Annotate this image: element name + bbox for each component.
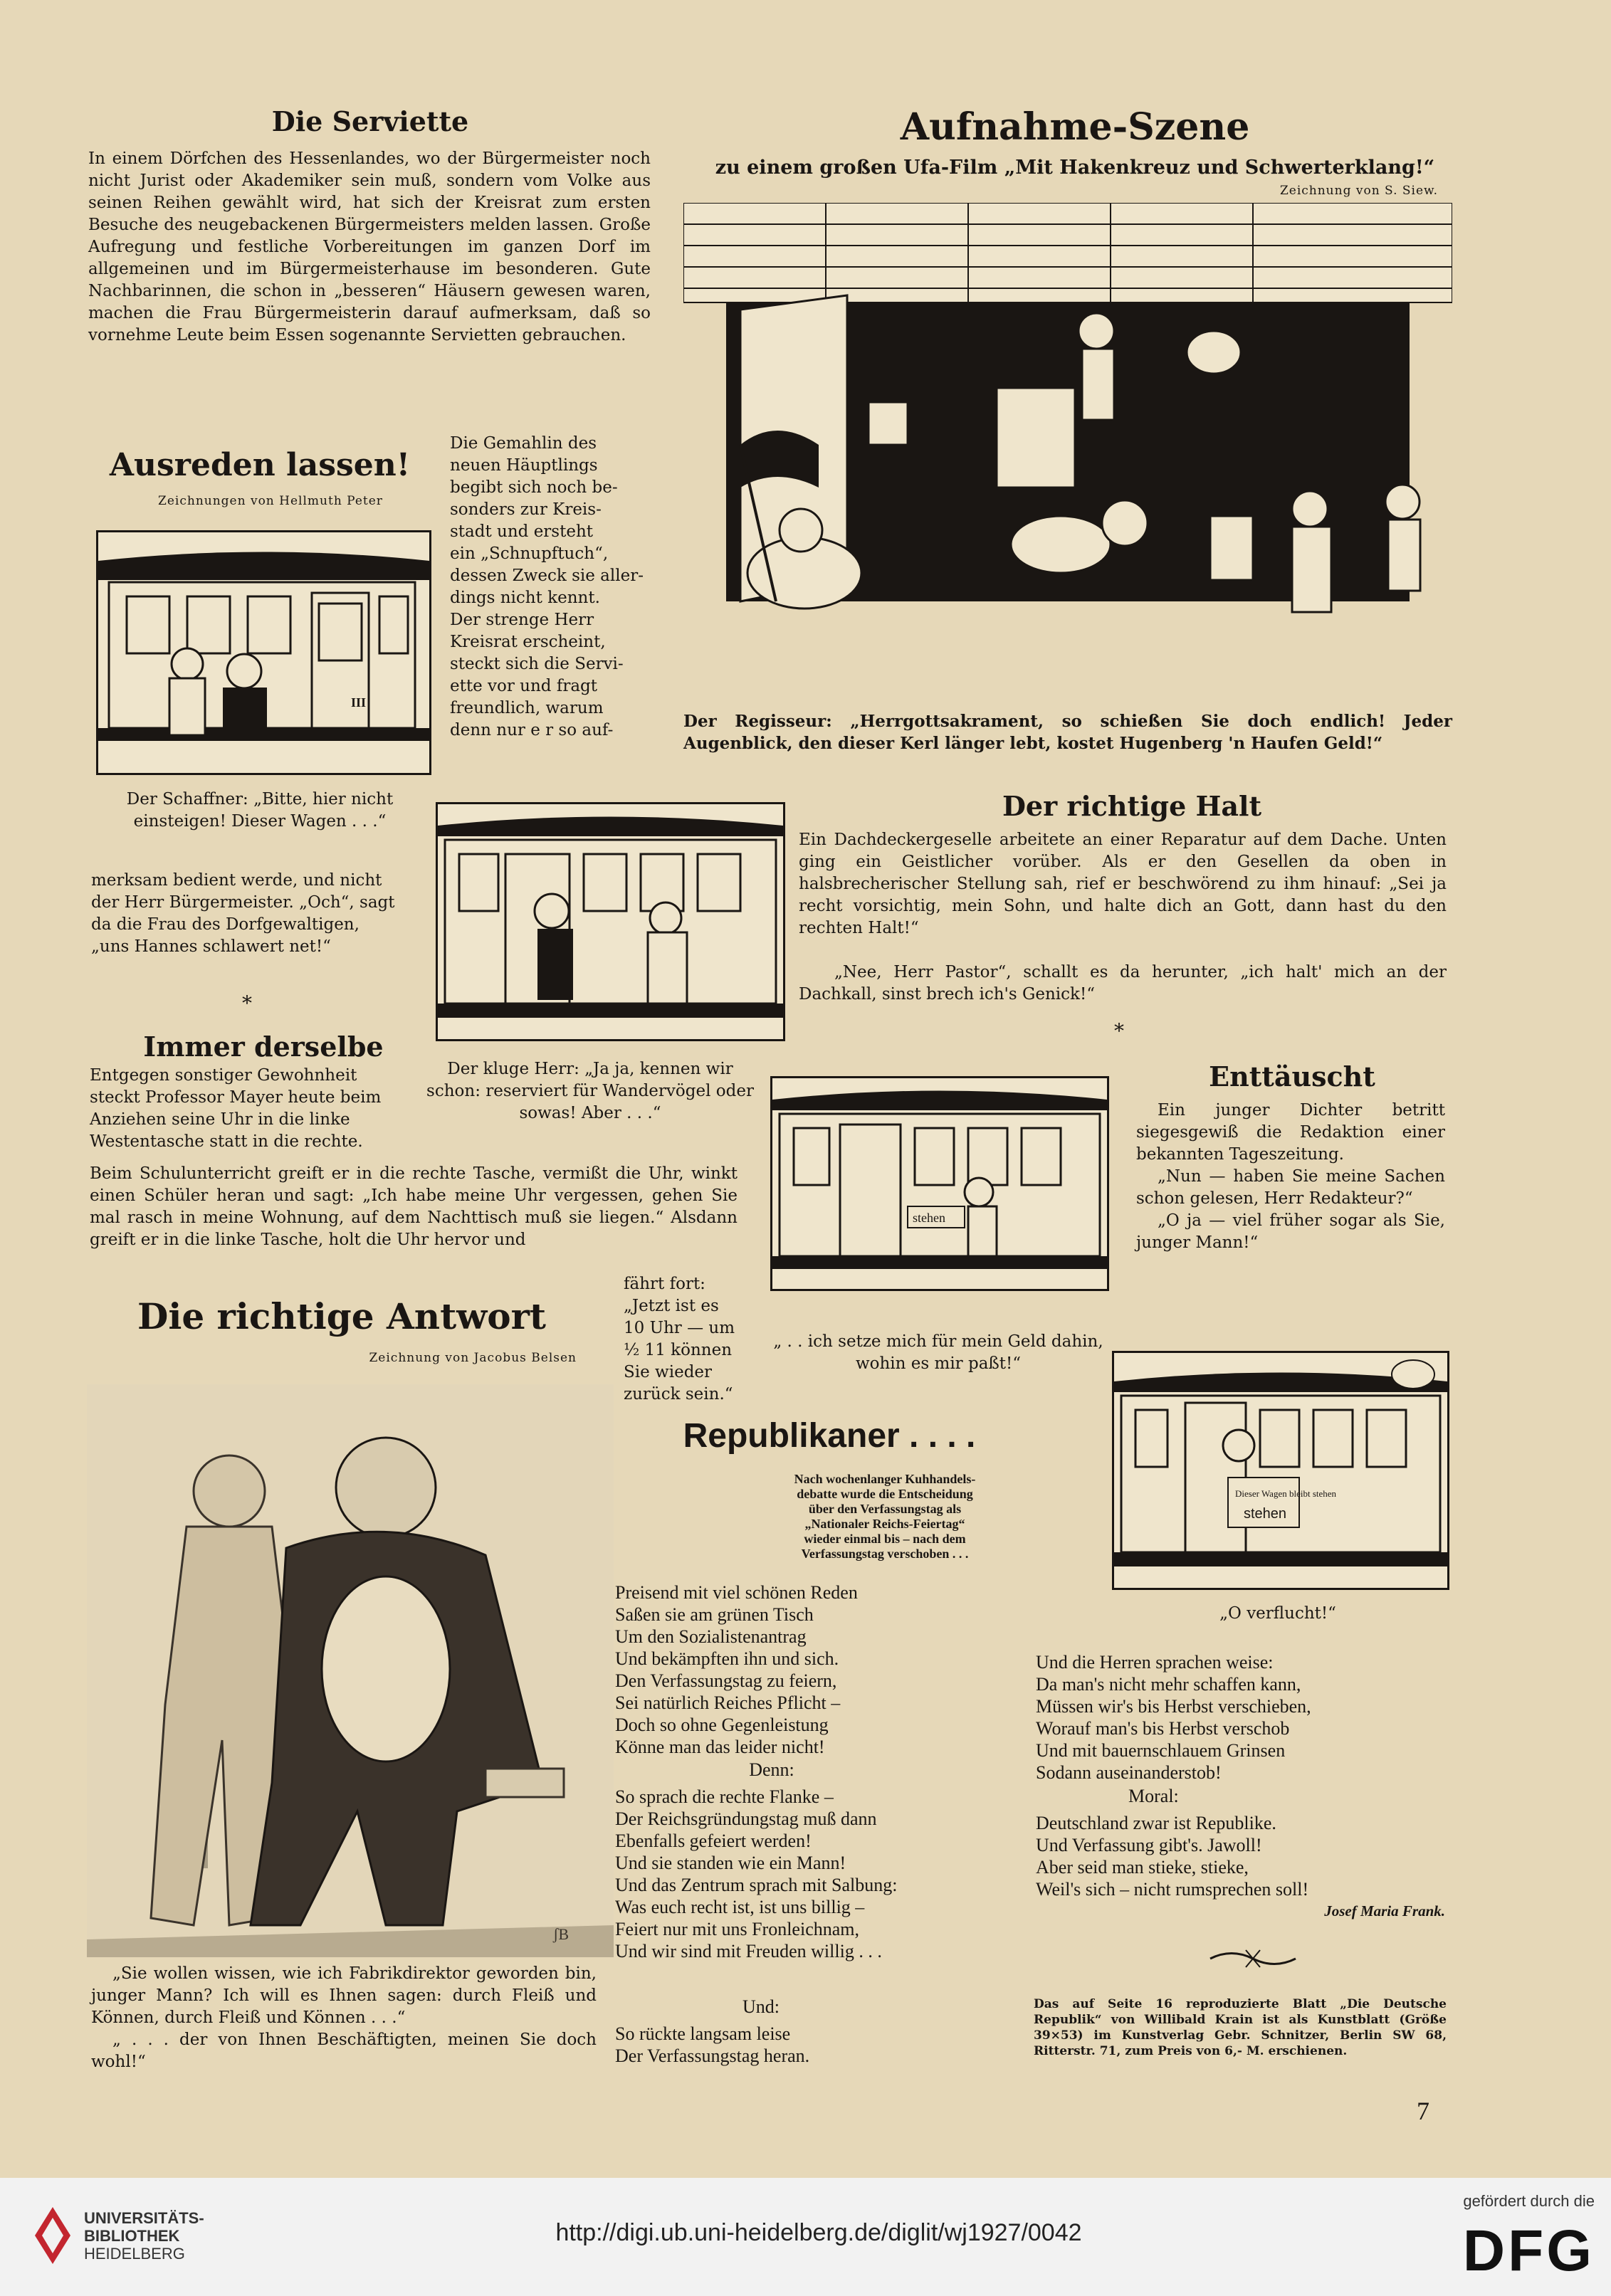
- poem-denn: [615, 1759, 1014, 1781]
- university-seal-icon: [31, 2203, 74, 2268]
- intro-line: Verfassungstag verschoben . . .: [801, 1547, 969, 1561]
- cartoon-caption-2: Der kluge Herr: „Ja ja, kennen wir schon: reserviert für Wandervögel oder sowas! Aber . . .“: [426, 1060, 754, 1122]
- text-line: Sie wieder: [624, 1363, 713, 1381]
- separator-star: *: [1114, 1019, 1124, 1043]
- poem-line: Was euch recht ist, ist uns billig –: [615, 1897, 865, 1917]
- text-line: dessen Zweck sie aller-: [450, 567, 644, 585]
- antwort-credit: Zeichnung von Jacobus Belsen: [369, 1351, 577, 1365]
- page-number: 7: [1417, 2097, 1429, 2125]
- text-line: zurück sein.“: [624, 1385, 733, 1404]
- text-line: 10 Uhr — um: [624, 1319, 735, 1337]
- poem-line: Feiert nur mit uns Fronleichnam,: [615, 1919, 860, 1939]
- poem-line: So rückte langsam leise: [615, 2023, 791, 2044]
- train-car-illustration: [772, 1078, 1107, 1289]
- poem-line: Und bekämpften ihn und sich.: [615, 1648, 839, 1669]
- text-line: ette vor und fragt: [450, 677, 598, 695]
- poem-line: Saßen sie am grünen Tisch: [615, 1604, 814, 1625]
- stehen-sign: stehen: [1244, 1506, 1287, 1522]
- intro-line: „Nationaler Reichs-Feiertag“: [804, 1517, 965, 1531]
- poem-line: Den Verfassungstag zu feiern,: [615, 1670, 837, 1691]
- text-line: denn nur e r so auf-: [450, 721, 614, 739]
- poem-line: Worauf man's bis Herbst verschob: [1036, 1718, 1290, 1739]
- poem-und: [615, 1996, 1014, 2018]
- serviette-column: [450, 433, 652, 742]
- kunstblatt-notice: Das auf Seite 16 reproduzierte Blatt „Die Deutsche Republik“ von Willibald Krain ist als Kunstblatt (Größe 39×53) im Kunstverlag Gebr. Schnitzer, Berlin SW 68, Ritterstr. 71, zum Preis von 6,- M. erschienen.: [1034, 1997, 1447, 2058]
- poem-line: Der Reichsgründungstag muß dann: [615, 1808, 877, 1829]
- permalink-url[interactable]: http://digi.ub.uni-heidelberg.de/diglit/wj1927/0042: [555, 2219, 1082, 2246]
- dfg-logo: DFG: [1462, 2218, 1595, 2283]
- poem-line: Sei natürlich Reiches Pflicht –: [615, 1692, 841, 1713]
- enttaeuscht-body-1: Ein junger Dichter betritt siegesgewiß die Redaktion einer bekannten Tageszeitung.: [1136, 1101, 1445, 1164]
- ausreden-credit: Zeichnungen von Hellmuth Peter: [158, 494, 383, 508]
- library-name: [84, 2209, 204, 2263]
- viewer-footer: [0, 2178, 1611, 2296]
- republikaner-intro: [746, 1472, 1024, 1562]
- poem-line: Der Verfassungstag heran.: [615, 2045, 810, 2066]
- poem-line: Und Verfassung gibt's. Jawoll!: [1036, 1835, 1262, 1855]
- text-line: fährt fort:: [624, 1275, 705, 1293]
- text-line: begibt sich noch be-: [450, 478, 618, 497]
- poem-moral: [1036, 1785, 1463, 1807]
- poem-line: Deutschland zwar ist Republike.: [1036, 1813, 1276, 1833]
- serviette-title: Die Serviette: [271, 105, 469, 137]
- antwort-caption-1: „Sie wollen wissen, wie ich Fabrikdirektor geworden bin, junger Mann? Ich will es Ihnen sagen: durch Fleiß und Können, durch Fleiß und Können . . .“: [91, 1964, 597, 2027]
- derselbe-ending: [624, 1273, 745, 1406]
- derselbe-intro: [90, 1065, 424, 1153]
- aufnahme-subtitle: zu einem großen Ufa-Film „Mit Hakenkreuz und Schwerterklang!“: [715, 157, 1435, 179]
- poem-line: So sprach die rechte Flanke –: [615, 1786, 834, 1807]
- car-number: III: [351, 695, 367, 710]
- poem-line: Da man's nicht mehr schaffen kann,: [1036, 1674, 1301, 1695]
- denn-label: Denn:: [749, 1759, 794, 1780]
- poem-line: Und die Herren sprachen weise:: [1036, 1652, 1274, 1673]
- train-car-illustration: [438, 804, 783, 1039]
- text-line: Westentasche statt in die rechte.: [90, 1132, 363, 1151]
- stehen-sign-full: Dieser Wagen bleibt stehen: [1235, 1488, 1337, 1499]
- cartoon-caption-4: „O verflucht!“: [1219, 1604, 1336, 1623]
- text-line: „Jetzt ist es: [624, 1297, 719, 1315]
- derselbe-body: Beim Schulunterricht greift er in die rechte Tasche, vermißt die Uhr, winkt einen Schüler heran und sagt: „Ich habe meine Uhr vergessen, gehen Sie mal rasch in meine Wohnung, auf dem Nachttisch muß sie liegen.“ Alsdann greift er in die linke Tasche, holt die Uhr hervor und: [90, 1164, 738, 1249]
- aufnahme-title: Aufnahme-Szene: [900, 105, 1250, 149]
- library-line-2: BIBLIOTHEK: [84, 2227, 180, 2245]
- serviette-body: In einem Dörfchen des Hessenlandes, wo der Bürgermeister noch nicht Jurist oder Akademiker sein muß, sondern vom Volke aus seinen Reihen gewählt wird, hat sich der Kreisrat zum ersten Besuche des neugebackenen Bürgermeisters melden lassen. Große Aufregung und festliche Vorbereitungen im ganzen Dorf im allgemeinen und im Bürgermeisterhause im besonderen. Gute Nachbarinnen, die schon in „besseren“ Häusern gewesen waren, machen die Frau Bürgermeisterin darauf aufmerksam, daß so vornehme Leute beim Essen sogenannte Servietten gebrauchen.: [88, 149, 651, 344]
- poem-stanza-3: [615, 2023, 1014, 2067]
- text-line: Kreisrat erscheint,: [450, 633, 606, 651]
- text-line: Anziehen seine Uhr in die linke: [90, 1110, 350, 1129]
- poem-line: Und sie standen wie ein Mann!: [615, 1853, 846, 1873]
- stehen-sign: stehen: [913, 1211, 945, 1225]
- enttaeuscht-title: Enttäuscht: [1209, 1060, 1375, 1092]
- cartoon-panel-4: [1112, 1351, 1449, 1590]
- funded-by-label: gefördert durch die: [1463, 2192, 1595, 2210]
- cartoon-panel-2: [436, 802, 785, 1041]
- poem-line: Könne man das leider nicht!: [615, 1737, 825, 1757]
- aufnahme-credit: Zeichnung von S. Siew.: [1279, 184, 1438, 198]
- text-line: ein „Schnupftuch“,: [450, 544, 609, 563]
- text-line: ½ 11 können: [624, 1341, 733, 1359]
- derselbe-title: Immer derselbe: [143, 1031, 384, 1063]
- cartoon-caption-1: Der Schaffner: „Bitte, hier nicht einsteigen! Dieser Wagen . . .“: [126, 790, 394, 831]
- text-line: freundlich, warum: [450, 699, 604, 717]
- poem-author: Josef Maria Frank.: [1324, 1902, 1445, 1920]
- text-line: sonders zur Kreis-: [450, 500, 602, 519]
- text-line: Der strenge Herr: [450, 611, 594, 629]
- poem-stanza-5: [1036, 1812, 1463, 1900]
- text-line: neuen Häuptlings: [450, 456, 598, 475]
- train-car-illustration: [1114, 1353, 1447, 1588]
- aufnahme-caption: Der Regisseur: „Herrgottsakrament, so schießen Sie doch endlich! Jeder Augenblick, den dieser Kerl länger lebt, kostet Hugenberg 'n Haufen Geld!“: [683, 712, 1452, 753]
- text-line: steckt sich die Servi-: [450, 655, 624, 673]
- text-line: dings nicht kennt.: [450, 589, 600, 607]
- poem-line: Weil's sich – nicht rumsprechen soll!: [1036, 1879, 1309, 1900]
- film-scene-illustration: [683, 203, 1452, 701]
- intro-line: wieder einmal bis – nach dem: [804, 1532, 966, 1546]
- halt-body-2: „Nee, Herr Pastor“, schallt es da herunter, „ich halt' mich an der Dachkall, sinst brech ich's Genick!“: [799, 963, 1447, 1004]
- cartoon-caption-3: „ . . ich setze mich für mein Geld dahin, wohin es mir paßt!“: [773, 1332, 1103, 1373]
- cartoon-panel-1: [96, 530, 431, 775]
- poem-line: Doch so ohne Gegenleistung: [615, 1715, 829, 1735]
- enttaeuscht-body-2: „Nun — haben Sie meine Sachen schon gelesen, Herr Redakteur?“: [1136, 1167, 1445, 1208]
- poem-line: Aber seid man stieke, stieke,: [1036, 1857, 1249, 1878]
- halt-title: Der richtige Halt: [1002, 790, 1262, 822]
- poem-line: Und mit bauernschlauem Grinsen: [1036, 1740, 1286, 1761]
- separator-star: *: [242, 991, 252, 1015]
- poem-line: Und das Zentrum sprach mit Salbung:: [615, 1875, 898, 1895]
- factory-director-illustration: [87, 1384, 614, 1957]
- ornament-icon: [1203, 1944, 1303, 1973]
- text-line: Entgegen sonstiger Gewohnheit: [90, 1066, 357, 1085]
- library-line-3: HEIDELBERG: [84, 2245, 185, 2263]
- text-line: steckt Professor Mayer heute beim: [90, 1088, 382, 1107]
- intro-line: debatte wurde die Entscheidung: [797, 1487, 973, 1501]
- text-line: Die Gemahlin des: [450, 434, 597, 453]
- antwort-caption-2: „ . . . der von Ihnen Beschäftigten, meinen Sie doch wohl!“: [91, 2031, 597, 2071]
- poem-line: Preisend mit viel schönen Reden: [615, 1582, 858, 1603]
- enttaeuscht-body-3: „O ja — viel früher sogar als Sie, junger Mann!“: [1136, 1211, 1445, 1252]
- moral-label: Moral:: [1128, 1786, 1179, 1806]
- poem-line: Sodann auseinanderstob!: [1036, 1762, 1222, 1783]
- und-label: Und:: [742, 1996, 780, 2017]
- antwort-title: Die richtige Antwort: [137, 1295, 547, 1337]
- serviette-ending: merksam bedient werde, und nicht der Herr Bürgermeister. „Och“, sagt da die Frau des Dorfgewaltigen, „uns Hannes schlawert net!“: [91, 871, 395, 956]
- text-line: stadt und ersteht: [450, 522, 594, 541]
- poem-stanza-1: [615, 1581, 1014, 1758]
- intro-line: Nach wochenlanger Kuhhandels-: [794, 1472, 976, 1486]
- poem-line: Ebenfalls gefeiert werden!: [615, 1831, 812, 1851]
- poem-line: Um den Sozialistenantrag: [615, 1626, 807, 1647]
- train-car-illustration: [98, 532, 429, 773]
- intro-line: über den Verfassungstag als: [808, 1502, 962, 1516]
- republikaner-title: Republikaner . . . .: [683, 1417, 976, 1455]
- poem-line: Müssen wir's bis Herbst verschieben,: [1036, 1696, 1311, 1717]
- poem-line: Und wir sind mit Freuden willig . . .: [615, 1941, 882, 1961]
- halt-body-1: Ein Dachdeckergeselle arbeitete an einer Reparatur auf dem Dache. Unten ging ein Geistlicher vorüber. Als er den Gesellen da oben in halsbrecherischer Stellung sah, rief er beschwörend zu ihm hinauf: „Sei ja recht vorsichtig, mein Sohn, und halte dich an Gott, dann hast du den rechten Halt!“: [799, 831, 1447, 937]
- poem-stanza-4: [1036, 1651, 1463, 1784]
- cartoon-panel-3: [770, 1076, 1109, 1291]
- library-line-1: UNIVERSITÄTS-: [84, 2209, 204, 2227]
- ausreden-title: Ausreden lassen!: [109, 447, 411, 483]
- poem-stanza-2: [615, 1786, 1014, 1962]
- svg-text:ʃB: ʃB: [553, 1925, 569, 1943]
